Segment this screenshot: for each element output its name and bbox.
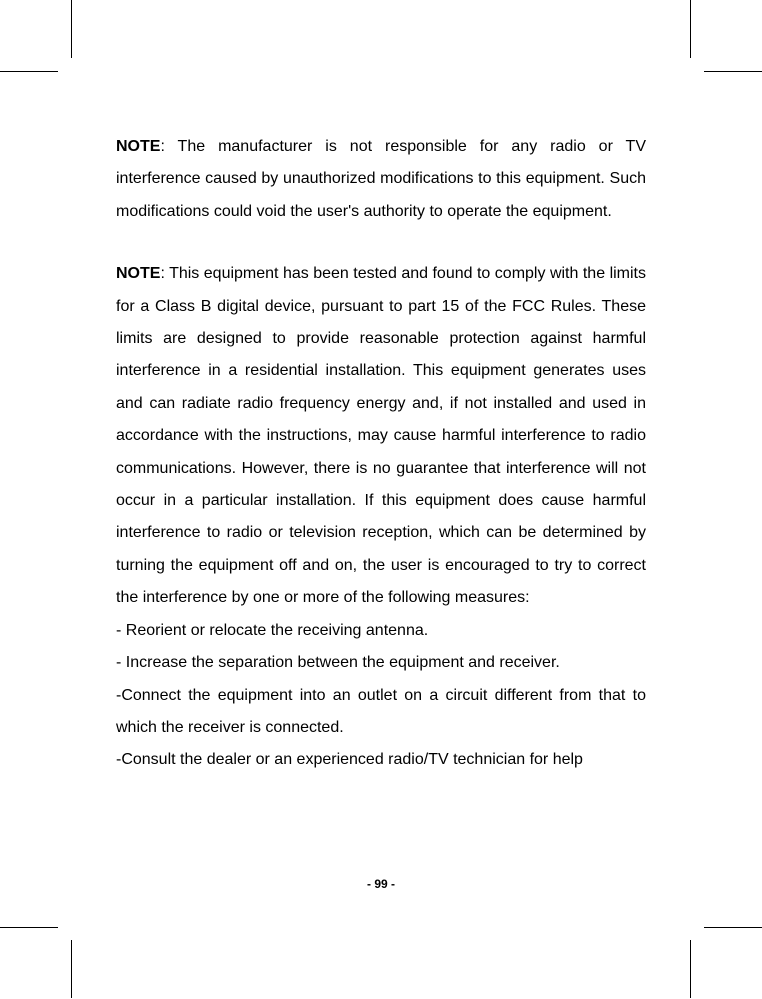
measure-item: -Connect the equipment into an outlet on a circuit different from that to which the receiver is connected. [116, 686, 646, 736]
note-manufacturer [116, 131, 646, 228]
crop-mark-bottom-right-horizontal [704, 927, 762, 928]
measure-item: - Increase the separation between the equipment and receiver. [116, 654, 560, 672]
crop-mark-bottom-left-vertical [71, 940, 72, 998]
crop-mark-top-right-horizontal [704, 71, 762, 72]
crop-mark-top-right-vertical [690, 0, 691, 58]
note-text: : The manufacturer is not responsible for any radio or TV interference caused by unauthorized modifications to this equipment. Such modifications could void the user's authority to operate the equipment. [116, 138, 646, 220]
crop-mark-top-left-vertical [71, 0, 72, 58]
crop-mark-bottom-left-horizontal [0, 927, 58, 928]
page-content [116, 131, 646, 777]
note-label: NOTE [116, 265, 161, 283]
page-number: - 99 - [366, 877, 395, 891]
crop-mark-top-left-horizontal [0, 71, 58, 72]
note-text: : This equipment has been tested and found to comply with the limits for a Class B digital device, pursuant to part 15 of the FCC Rules. These limits are designed to provide reasonable protection against harmful interference in a residential installation. This equipment generates uses and can radiate radio frequency energy and, if not installed and used in accordance with the instructions, may cause harmful interference to radio communications. However, there is no guarantee that interference will not occur in a particular installation. If this equipment does cause harmful interference to radio or television reception, which can be determined by turning the equipment off and on, the user is encouraged to try to correct the interference by one or more of the following measures: [116, 265, 646, 607]
crop-mark-bottom-right-vertical [690, 940, 691, 998]
note-label: NOTE [116, 138, 161, 155]
note-fcc-compliance [116, 258, 646, 614]
measure-item: -Consult the dealer or an experienced radio/TV technician for help [116, 751, 583, 769]
measure-item: - Reorient or relocate the receiving antenna. [116, 621, 429, 639]
